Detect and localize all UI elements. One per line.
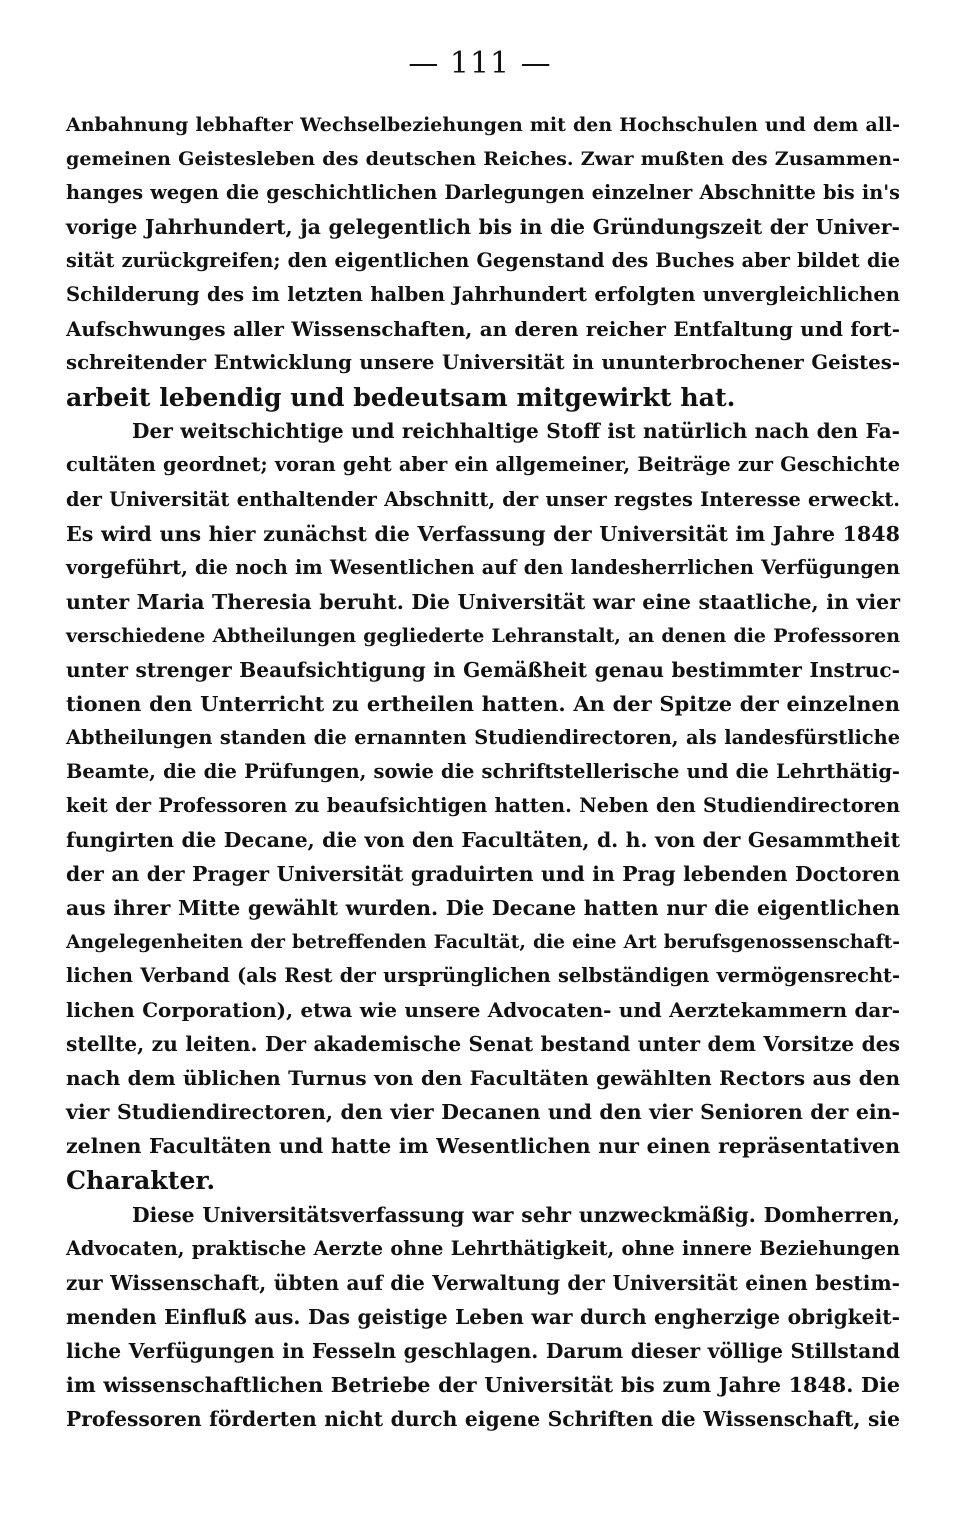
text-line: nach dem üblichen Turnus von den Facultäten gewählten Rectors aus den bbox=[66, 1066, 900, 1091]
text-line: zelnen Facultäten und hatte im Wesentlichen nur einen repräsentativen bbox=[66, 1134, 900, 1159]
text-line: arbeit lebendig und bedeutsam mitgewirkt hat. bbox=[66, 382, 736, 413]
text-line: stellte, zu leiten. Der akademische Senat bestand unter dem Vorsitze des bbox=[66, 1032, 900, 1057]
text-line: Angelegenheiten der betreffenden Facultät, die eine Art berufsgenossenschaft- bbox=[66, 931, 900, 954]
text-line: der an der Prager Universität graduirten und in Prag lebenden Doctoren bbox=[66, 862, 900, 887]
text-line: der Universität enthaltender Abschnitt, der unser regstes Interesse erweckt. bbox=[66, 487, 900, 511]
text-line: verschiedene Abtheilungen gegliederte Lehranstalt, an denen die Professoren bbox=[66, 624, 900, 647]
text-line: fungirten die Decane, die von den Facultäten, d. h. von der Gesammtheit bbox=[66, 827, 900, 852]
text-line: lichen Verband (als Rest der ursprünglichen selbständigen vermögensrecht- bbox=[66, 964, 900, 988]
text-line: schreitender Entwicklung unsere Universität in ununterbrochener Geistes- bbox=[66, 351, 900, 375]
text-line: Anbahnung lebhafter Wechselbeziehungen mit den Hochschulen und dem all- bbox=[66, 114, 900, 136]
text-line: menden Einfluß aus. Das geistige Leben war durch engherzige obrigkeit- bbox=[66, 1304, 900, 1329]
text-line: Abtheilungen standen die ernannten Studiendirectoren, als landesfürstliche bbox=[66, 725, 900, 749]
text-line: Es wird uns hier zunächst die Verfassung der Universität im Jahre 1848 bbox=[66, 521, 900, 546]
text-line: hanges wegen die geschichtlichen Darlegungen einzelner Abschnitte bis in's bbox=[66, 181, 900, 205]
text-line: Professoren förderten nicht durch eigene Schriften die Wissenschaft, sie bbox=[66, 1406, 900, 1431]
text-line: tionen den Unterricht zu ertheilen hatten. An der Spitze der einzelnen bbox=[66, 690, 900, 716]
text-line: vorgeführt, die noch im Wesentlichen auf den landesherrlichen Verfügungen bbox=[66, 555, 900, 579]
text-line: cultäten geordnet; voran geht aber ein allgemeiner, Beiträge zur Geschichte bbox=[66, 453, 900, 477]
text-line: lichen Corporation), etwa wie unsere Advocaten- und Aerztekammern dar- bbox=[66, 998, 900, 1023]
text-line: keit der Professoren zu beaufsichtigen hatten. Neben den Studiendirectoren bbox=[66, 793, 900, 817]
text-line: unter Maria Theresia beruht. Die Universität war eine staatliche, in vier bbox=[66, 589, 900, 614]
text-line: unter strenger Beaufsichtigung in Gemäßheit genau bestimmter Instruc- bbox=[66, 657, 900, 682]
text-line: im wissenschaftlichen Betriebe der Universität bis zum Jahre 1848. Die bbox=[66, 1372, 900, 1397]
text-line: sität zurückgreifen; den eigentlichen Gegenstand des Buches aber bildet die bbox=[66, 249, 900, 273]
text-line: Diese Universitätsverfassung war sehr unzweckmäßig. Domherren, bbox=[132, 1202, 900, 1227]
text-line: zur Wissenschaft, übten auf die Verwaltung der Universität einen bestim- bbox=[66, 1270, 900, 1295]
text-line: Der weitschichtige und reichhaltige Stoff ist natürlich nach den Fa- bbox=[132, 419, 900, 444]
text-line: Schilderung des im letzten halben Jahrhundert erfolgten unvergleichlichen bbox=[66, 283, 900, 307]
text-line: Advocaten, praktische Aerzte ohne Lehrthätigkeit, ohne innere Beziehungen bbox=[66, 1236, 900, 1260]
text-line: liche Verfügungen in Fesseln geschlagen. Darum dieser völlige Stillstand bbox=[66, 1338, 900, 1363]
text-line: Beamte, die die Prüfungen, sowie die schriftstellerische und die Lehrthätig- bbox=[66, 759, 900, 783]
body-text bbox=[66, 108, 900, 1436]
text-line: aus ihrer Mitte gewählt wurden. Die Decane hatten nur die eigentlichen bbox=[66, 896, 900, 921]
text-line: Charakter. bbox=[66, 1165, 216, 1196]
text-line: gemeinen Geistesleben des deutschen Reiches. Zwar mußten des Zusammen- bbox=[66, 147, 900, 171]
text-line: vier Studiendirectoren, den vier Decanen und den vier Senioren der ein- bbox=[66, 1100, 900, 1125]
text-line: vorige Jahrhundert, ja gelegentlich bis in die Gründungszeit der Univer- bbox=[66, 215, 900, 240]
page-number: — 111 — bbox=[408, 46, 552, 81]
text-line: Aufschwunges aller Wissenschaften, an deren reicher Entfaltung und fort- bbox=[66, 317, 900, 342]
